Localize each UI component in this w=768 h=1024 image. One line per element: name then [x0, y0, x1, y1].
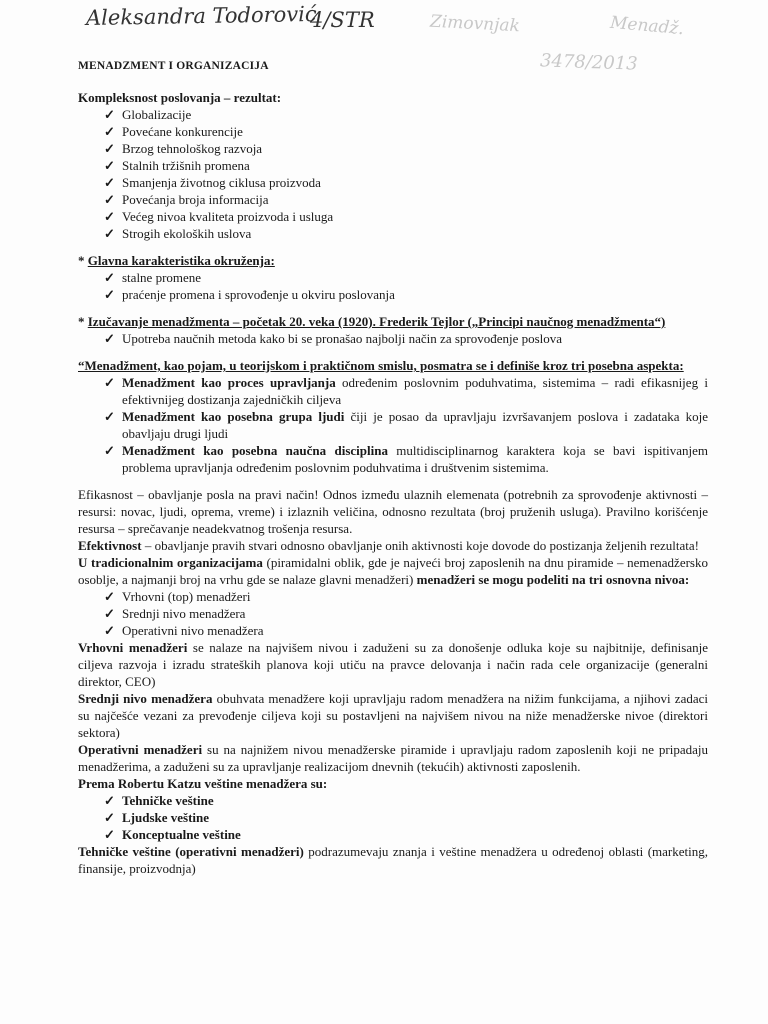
item-bold: Menadžment kao posebna naučna disciplina — [122, 443, 388, 458]
paragraph-efikasnost: Efikasnost – obavljanje posla na pravi način! Odnos između ulaznih elemenata (potrebnih za sprovođenje aktivnosti – resursi: novac, ljudi, oprema, vreme) i izlaznih veličina, odnosno rezultata (broj pruženih usluga). Pravilno korišćenje resursa – sprečavanje neadekvatnog trošenja resursa. — [78, 487, 708, 536]
item-bold: Menadžment kao posebna grupa ljudi — [122, 409, 345, 424]
section-heading-aspekti: “Menadžment, kao pojam, u teorijskom i praktičnom smislu, posmatra se i definiše kroz tri posebna aspekta: — [78, 358, 684, 373]
paragraph-tehnicke — [78, 843, 708, 877]
checklist-aspekti — [78, 374, 708, 476]
handwritten-code: 4/STR — [310, 8, 375, 32]
checklist-nivoi — [78, 588, 708, 639]
faint-handwriting-1: Zimovnjak — [429, 11, 521, 37]
item-text: čiji je posao da upravljaju izvršavanjem poslova i zadataka koje obavljaju drugi ljudi — [122, 409, 708, 441]
section-heading-kompleksnost: Kompleksnost poslovanja – rezultat: — [78, 90, 282, 105]
list-item: ✓ Stalnih tržišnih promena — [104, 157, 708, 174]
heading-text: Izučavanje menadžmenta – početak 20. veka (1920). Frederik Tejlor („Principi naučnog menadžmenta“) — [87, 314, 666, 329]
list-item — [104, 374, 708, 408]
term-bold: Operativni menadžeri — [78, 742, 203, 757]
checklist-okruzenje — [78, 269, 708, 303]
list-item: ✓ Vrhovni (top) menadžeri — [104, 588, 708, 605]
faint-handwriting-2: Menadž. — [609, 12, 685, 40]
item-text: određenim poslovnim poduhvatima, sistemima – radi efikasnijeg i efektivnijeg dostizanja zajedničkih ciljeva — [122, 375, 709, 407]
section-heading-katz: Prema Robertu Katzu veštine menadžera su: — [78, 776, 328, 791]
list-item: ✓ stalne promene — [104, 269, 708, 286]
list-item: ✓ Povećane konkurencije — [104, 123, 708, 140]
section-heading-izucavanje — [78, 313, 708, 330]
section-heading-okruzenje — [78, 252, 708, 269]
term-text: su na najnižem nivou menadžerske piramide i upravljaju radom zaposlenih koji ne pripadaju menadžerima, a zaduženi su za upravljanje realizacijom dnevnih (tekućih) aktivnosti zaposlenih. — [78, 742, 708, 774]
term-text: podrazumevaju znanja i veštine menadžera u određenoj oblasti (marketing, finansije, proizvodnja) — [78, 844, 708, 876]
star-mark: * — [78, 253, 85, 268]
list-item: ✓ Upotreba naučnih metoda kako bi se pronašao najbolji način za sprovođenje poslova — [104, 330, 708, 347]
list-item: ✓ Brzog tehnološkog razvoja — [104, 140, 708, 157]
faint-handwriting-3: 3478/2013 — [539, 50, 639, 75]
checklist-kompleksnost — [78, 106, 708, 242]
list-item — [104, 408, 708, 442]
term-text: se nalaze na najvišem nivou i zaduženi su za donošenje odluka koje su najbitnije, definisanje ciljeva razvoja i izradu strateških planova koji utiču na pravce delovanja i način rada cele organizacije (generalni direktor, CEO) — [78, 640, 708, 689]
list-item: ✓ Srednji nivo menadžera — [104, 605, 708, 622]
term-bold: Vrhovni menadžeri — [78, 640, 188, 655]
item-text: multidisciplinarnog karaktera koja se bavi ispitivanjem problema upravljanja određenim poslovnim poduhvatima i društvenim sistemima. — [122, 443, 708, 475]
list-item: ✓ Povećanja broja informacija — [104, 191, 708, 208]
checklist-izucavanje — [78, 330, 708, 347]
checklist-katz — [78, 792, 708, 843]
list-item: ✓ Tehničke veštine — [104, 792, 708, 809]
paragraph-tradicionalne — [78, 554, 708, 588]
star-mark: * — [78, 314, 85, 329]
item-bold: Menadžment kao proces upravljanja — [122, 375, 336, 390]
paragraph-efektivnost — [78, 537, 708, 554]
list-item: ✓ praćenje promena i sprovođenje u okviru poslovanja — [104, 286, 708, 303]
paragraph-operativni — [78, 741, 708, 775]
list-item: ✓ Strogih ekoloških uslova — [104, 225, 708, 242]
term-text: obuhvata menadžere koji upravljaju radom menadžera na nižim funkcijama, a njihovi zadaci su najčešće vezani za prevođenje ciljeva koji su postavljeni na najvišem nivou na niže menadžerske nivoe (direktori sektora) — [78, 691, 708, 740]
handwritten-name: Aleksandra Todorović — [85, 1, 317, 31]
term-text: – obavljanje pravih stvari odnosno obavljanje onih aktivnosti koje dovode do postizanja željenih rezultata! — [141, 538, 699, 553]
paragraph-vrhovni — [78, 639, 708, 690]
document-title: MENADZMENT I ORGANIZACIJA — [78, 60, 269, 72]
list-item — [104, 442, 708, 476]
term-bold: U tradicionalnim organizacijama — [78, 555, 263, 570]
paragraph-srednji — [78, 690, 708, 741]
document-page — [78, 58, 708, 877]
list-item: ✓ Smanjenja životnog ciklusa proizvoda — [104, 174, 708, 191]
list-item: ✓ Operativni nivo menadžera — [104, 622, 708, 639]
term-bold: Efektivnost — [78, 538, 142, 553]
term-bold: Srednji nivo menadžera — [78, 691, 213, 706]
list-item: ✓ Većeg nivoa kvaliteta proizvoda i usluga — [104, 208, 708, 225]
term-bold: Tehničke veštine (operativni menadžeri) — [78, 844, 304, 859]
list-item: ✓ Globalizacije — [104, 106, 708, 123]
heading-text: Glavna karakteristika okruženja: — [87, 253, 275, 268]
term-bold: menadžeri se mogu podeliti na tri osnovna nivoa: — [416, 572, 690, 587]
list-item: ✓ Ljudske veštine — [104, 809, 708, 826]
term-text: (piramidalni oblik, gde je najveći broj zaposlenih na dnu piramide – nemenadžersko osoblje, a najmanji broj na vrhu gde se nalaze glavni menadžeri) — [78, 555, 708, 587]
list-item: ✓ Konceptualne veštine — [104, 826, 708, 843]
